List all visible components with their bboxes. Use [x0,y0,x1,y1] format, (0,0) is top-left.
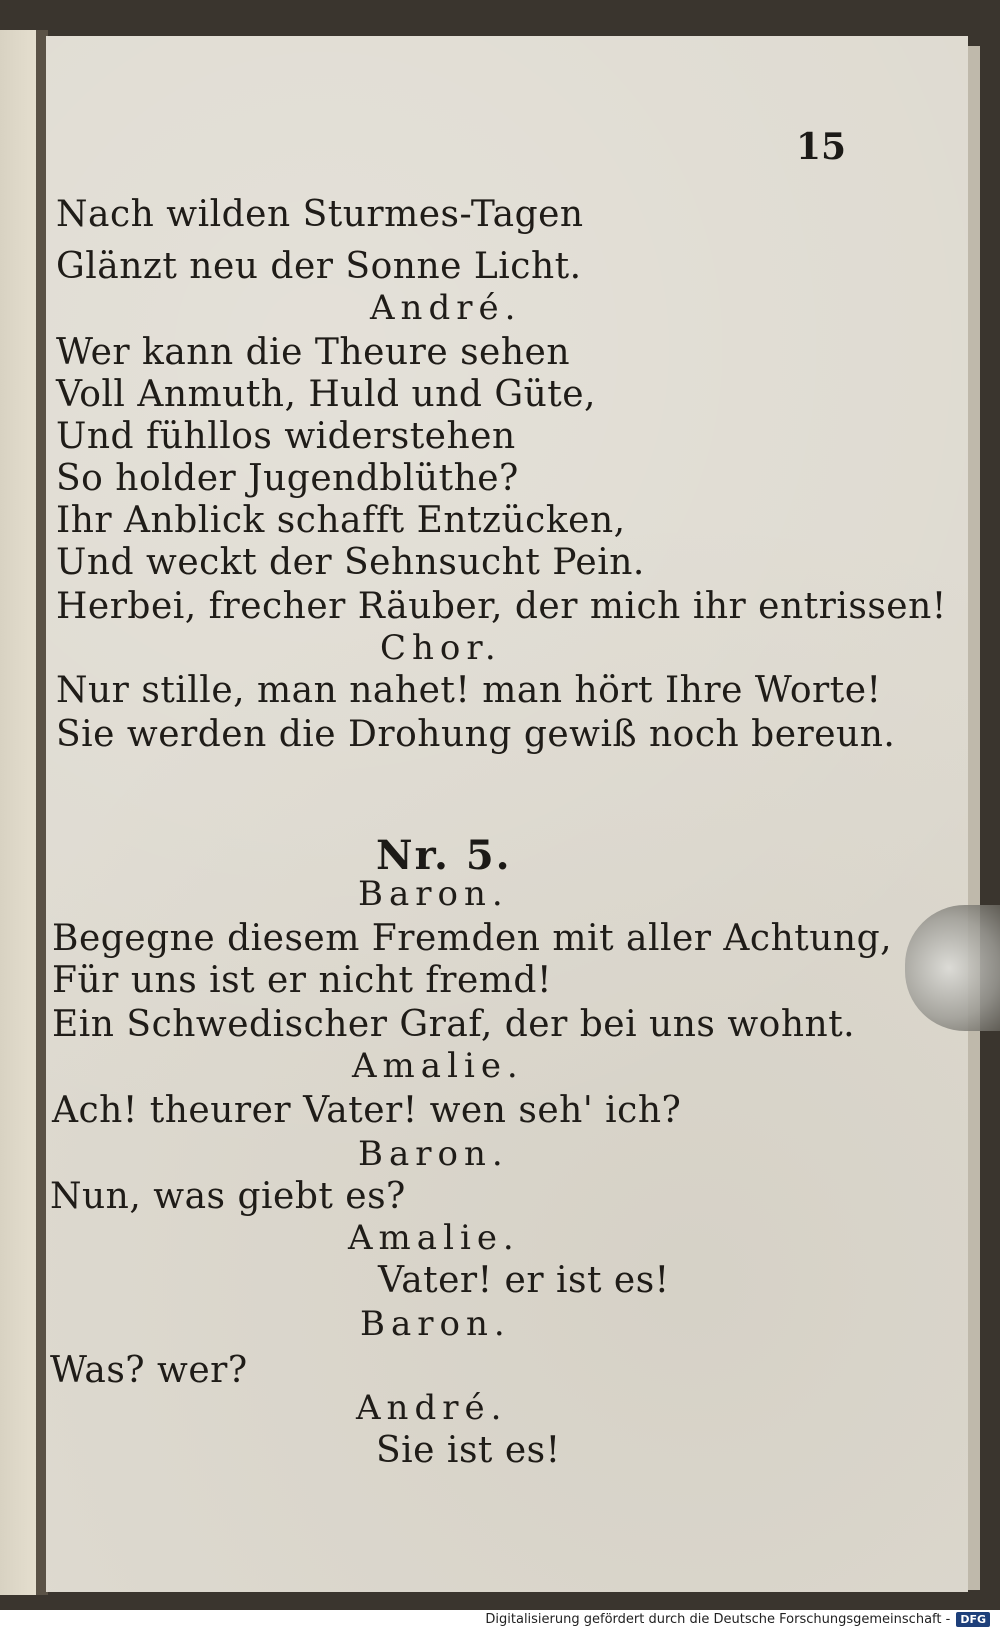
speaker-name: André. [370,288,522,328]
text-line: Und fühllos widerstehen [56,416,516,457]
speaker-name: Baron. [358,1134,509,1174]
text-line: Begegne diesem Fremden mit aller Achtung, [52,918,893,959]
text-line: Glänzt neu der Sonne Licht. [56,246,582,287]
footer-credit [485,1612,990,1627]
text-line: Und weckt der Sehnsucht Pein. [56,542,645,583]
text-line: Ach! theurer Vater! wen seh' ich? [52,1090,682,1131]
text-line: Wer kann die Theure sehen [56,332,571,373]
text-line: Ein Schwedischer Graf, der bei uns wohnt. [52,1004,856,1045]
dfg-logo: DFG [956,1612,990,1627]
speaker-name: Chor. [380,628,502,668]
text-line: Nun, was giebt es? [50,1176,406,1217]
text-line: Ihr Anblick schafft Entzücken, [56,500,626,541]
text-line: Sie ist es! [376,1430,561,1471]
left-page-edge [0,30,40,1595]
speaker-name: Amalie. [348,1218,520,1258]
text-line: Was? wer? [50,1350,248,1391]
page-number: 15 [796,126,847,168]
text-line: Voll Anmuth, Huld und Güte, [56,374,596,415]
speaker-name: Baron. [360,1304,511,1344]
text-line: Nach wilden Sturmes-Tagen [56,194,584,235]
section-heading: Nr. 5. [376,832,512,879]
speaker-name: André. [356,1388,508,1428]
text-line: Für uns ist er nicht fremd! [52,960,552,1001]
page-edge-strip [968,46,980,1590]
text-line: Sie werden die Drohung gewiß noch bereun. [56,714,896,755]
text-line: Herbei, frecher Räuber, der mich ihr entrissen! [56,586,947,627]
text-line: Vater! er ist es! [378,1260,670,1301]
footer-credit-text: Digitalisierung gefördert durch die Deutsche Forschungsgemeinschaft - [485,1612,951,1627]
speaker-name: Baron. [358,874,509,914]
text-line: Nur stille, man nahet! man hört Ihre Worte! [56,670,882,711]
text-line: So holder Jugendblüthe? [56,458,519,499]
speaker-name: Amalie. [352,1046,524,1086]
